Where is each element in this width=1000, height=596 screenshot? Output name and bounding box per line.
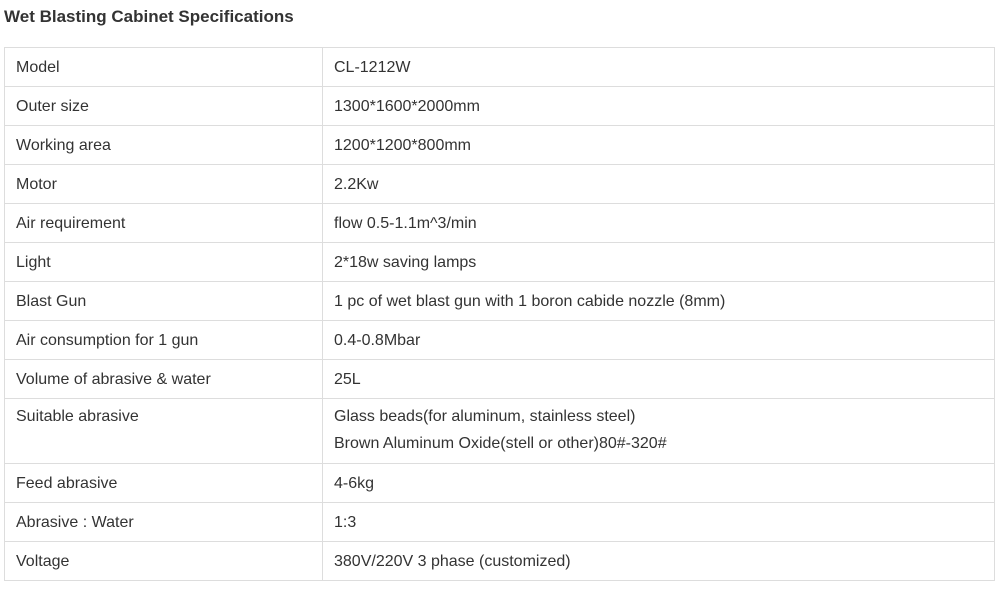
- spec-label: Air consumption for 1 gun: [5, 321, 323, 360]
- table-row: [5, 282, 995, 321]
- spec-value: 1:3: [323, 503, 995, 542]
- spec-value: CL-1212W: [323, 48, 995, 87]
- spec-label: Volume of abrasive & water: [5, 360, 323, 399]
- table-row: [5, 87, 995, 126]
- spec-label: Outer size: [5, 87, 323, 126]
- spec-value: 1200*1200*800mm: [323, 126, 995, 165]
- table-row: [5, 321, 995, 360]
- spec-label: Model: [5, 48, 323, 87]
- page-title: Wet Blasting Cabinet Specifications: [4, 7, 294, 26]
- specifications-table: [4, 47, 995, 581]
- spec-value: 2*18w saving lamps: [323, 243, 995, 282]
- table-row: [5, 243, 995, 282]
- table-row: [5, 360, 995, 399]
- spec-value: 2.2Kw: [323, 165, 995, 204]
- spec-value: [323, 399, 995, 464]
- spec-label: Light: [5, 243, 323, 282]
- table-row: [5, 165, 995, 204]
- spec-value: 380V/220V 3 phase (customized): [323, 542, 995, 581]
- table-row: [5, 204, 995, 243]
- spec-label: Suitable abrasive: [5, 399, 323, 464]
- table-row: [5, 399, 995, 464]
- table-row: [5, 542, 995, 581]
- spec-label: Abrasive : Water: [5, 503, 323, 542]
- table-row: [5, 503, 995, 542]
- spec-value: flow 0.5-1.1m^3/min: [323, 204, 995, 243]
- spec-label: Motor: [5, 165, 323, 204]
- spec-value-line: Glass beads(for aluminum, stainless steel): [334, 408, 636, 425]
- spec-value: 25L: [323, 360, 995, 399]
- spec-label: Working area: [5, 126, 323, 165]
- spec-value: 0.4-0.8Mbar: [323, 321, 995, 360]
- table-row: [5, 126, 995, 165]
- spec-label: Voltage: [5, 542, 323, 581]
- spec-label: Blast Gun: [5, 282, 323, 321]
- table-row: [5, 48, 995, 87]
- table-row: [5, 464, 995, 503]
- spec-value: 1300*1600*2000mm: [323, 87, 995, 126]
- spec-value-line: Brown Aluminum Oxide(stell or other)80#-320#: [334, 435, 667, 452]
- spec-label: Feed abrasive: [5, 464, 323, 503]
- spec-value: 1 pc of wet blast gun with 1 boron cabide nozzle (8mm): [323, 282, 995, 321]
- spec-value: 4-6kg: [323, 464, 995, 503]
- spec-label: Air requirement: [5, 204, 323, 243]
